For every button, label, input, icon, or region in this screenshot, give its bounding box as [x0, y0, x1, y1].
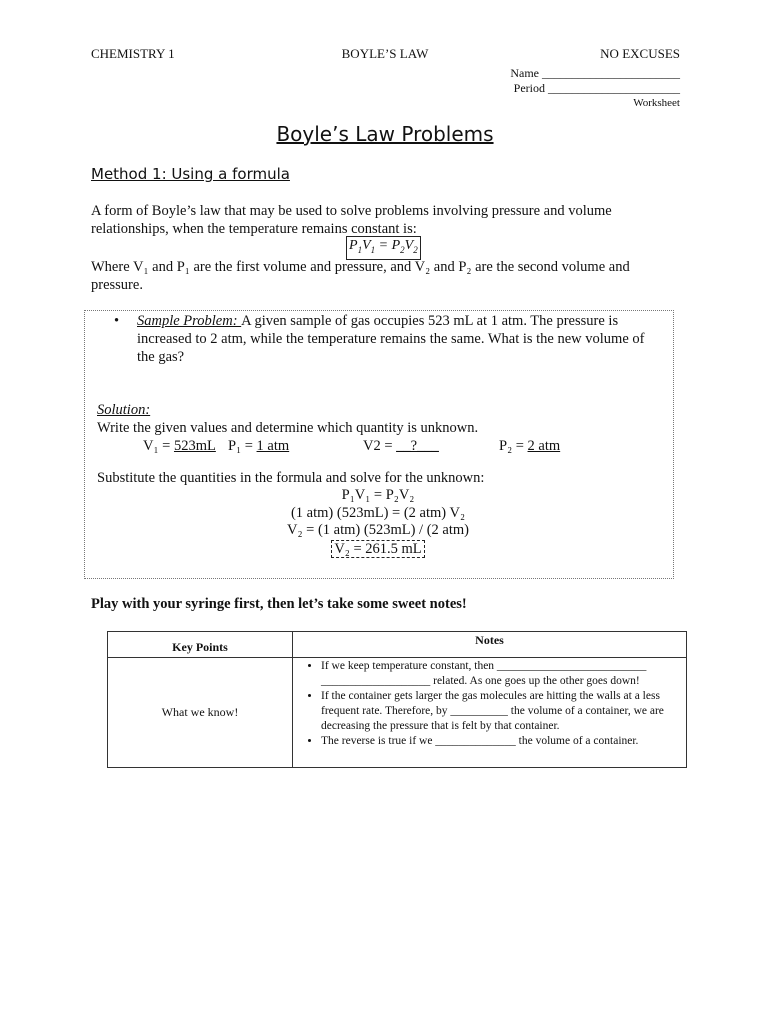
solution-text: Write the given values and determine which quantity is unknown.	[97, 420, 479, 436]
v2-unknown: V2 = __?___	[363, 438, 439, 454]
v1-given: V₁ = 523mL	[143, 438, 216, 454]
name-line: Name _______________________	[510, 66, 680, 80]
sample-line-2: increased to 2 atm, while the temperature remains the same. What is the new volume of	[137, 331, 645, 347]
notes-header: Notes	[293, 632, 687, 658]
where-line-2: pressure.	[91, 277, 143, 293]
solution-label: Solution:	[97, 402, 151, 418]
sample-label: Sample Problem:	[137, 313, 242, 329]
bullet: •	[114, 313, 120, 329]
period-line: Period ______________________	[513, 81, 680, 95]
note-item: • If the container gets larger the gas molecules are hitting the walls at a less frequent rate. Therefore, by __________ the volume of a container, we are decreasing the pressure that is felt by that container.	[321, 689, 682, 734]
method-heading: Method 1: Using a formula	[91, 165, 290, 183]
step-1: P₁V₁ = P₂V₂	[341, 487, 415, 503]
p1-given: P₁ = 1 atm	[228, 438, 290, 454]
sample-line-1	[137, 312, 672, 330]
step-2: (1 atm) (523mL) = (2 atm) V₂	[290, 505, 466, 521]
note-item: • The reverse is true if we ______________ the volume of a container.	[321, 734, 682, 749]
notes-cell	[293, 658, 687, 768]
p2-given: P₂ = 2 atm	[499, 438, 561, 454]
notes-table	[107, 631, 687, 768]
note-item: • If we keep temperature constant, then __________________________ ___________________ related. As one goes up the other goes down!	[321, 659, 682, 689]
play-instruction: Play with your syringe first, then let’s take some sweet notes!	[91, 596, 467, 612]
page-title: Boyle’s Law Problems	[276, 122, 494, 146]
worksheet-label: Worksheet	[633, 97, 680, 109]
header-right: NO EXCUSES	[600, 46, 680, 61]
formula-box: $P_1V_1 = P_2V_2$	[346, 236, 421, 260]
header-center: BOYLE’S LAW	[341, 46, 429, 61]
substitute-text: Substitute the quantities in the formula and solve for the unknown:	[97, 470, 485, 486]
what-we-know-label: What we know!	[161, 705, 239, 719]
where-line-1: Where V₁ and P₁ are the first volume and pressure, and V₂ and P₂ are the second volume and	[91, 259, 630, 275]
intro-line-1: A form of Boyle’s law that may be used to solve problems involving pressure and volume	[91, 203, 612, 219]
step-3: V₂ = (1 atm) (523mL) / (2 atm)	[287, 522, 469, 538]
what-we-know-cell	[108, 658, 293, 768]
sample-text-1: A given sample of gas occupies 523 mL at 1 atm. The pressure is	[241, 313, 619, 329]
key-points-header: Key Points	[108, 632, 293, 658]
answer-box: V₂ = 261.5 mL	[331, 540, 424, 558]
sample-line-3: the gas?	[137, 349, 185, 365]
intro-line-2: relationships, when the temperature remains constant is:	[91, 221, 417, 237]
header-left: CHEMISTRY 1	[91, 46, 175, 61]
